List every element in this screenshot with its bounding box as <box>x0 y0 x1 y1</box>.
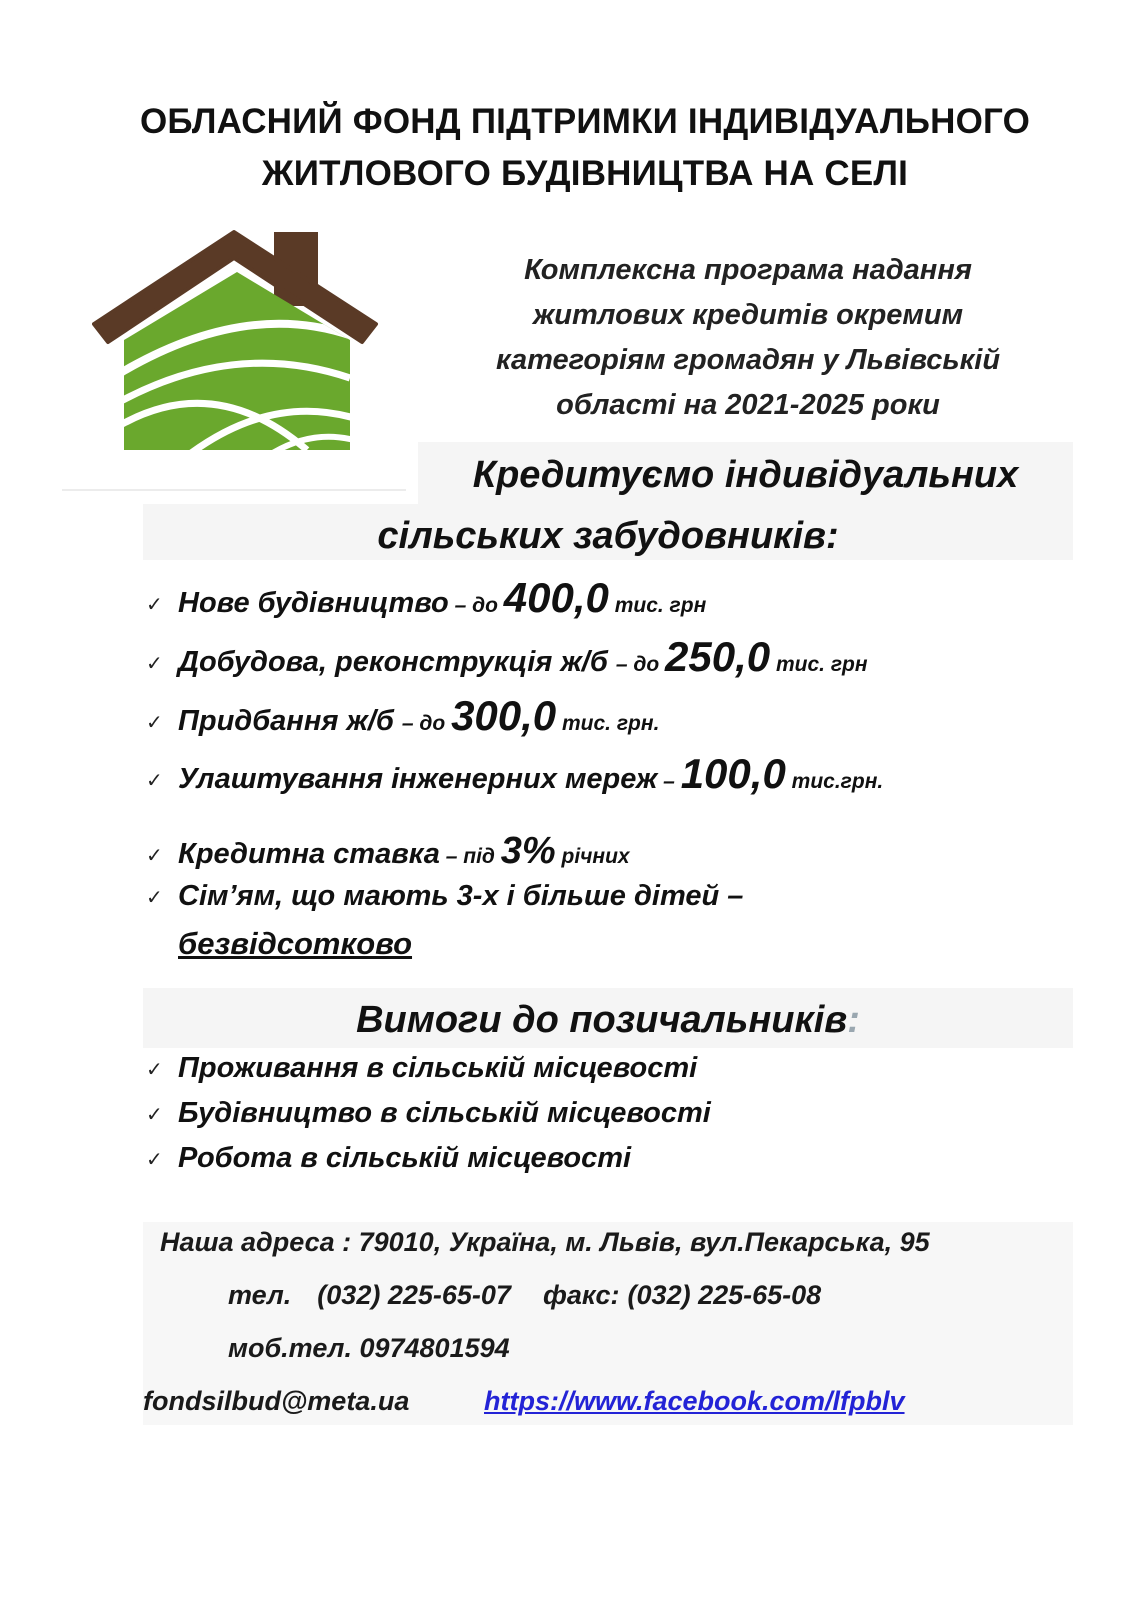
check-icon: ✓ <box>146 1058 163 1081</box>
check-icon: ✓ <box>146 844 163 867</box>
requirement-text: Будівництво в сільській місцевості <box>178 1097 711 1129</box>
fax-number: (032) 225-65-08 <box>627 1280 822 1310</box>
fax-label: факс: <box>542 1280 620 1310</box>
check-icon: ✓ <box>146 1103 163 1126</box>
loan-dash: – <box>657 770 681 793</box>
requirement-text: Робота в сільській місцевості <box>178 1142 632 1174</box>
list-item <box>146 1052 697 1085</box>
loan-unit: тис.грн. <box>785 770 884 793</box>
title-line-2: ЖИТЛОВОГО БУДІВНИЦТВА НА СЕЛІ <box>261 154 909 193</box>
list-item <box>146 1097 711 1130</box>
loan-amount: 250,0 <box>665 633 771 680</box>
loan-label: Добудова, реконструкція ж/б <box>178 646 616 678</box>
rate-dash: – під <box>439 845 501 868</box>
list-item <box>146 830 630 873</box>
check-icon: ✓ <box>146 652 163 675</box>
loan-label: Улаштування інженерних мереж <box>178 763 658 795</box>
facebook-link[interactable]: https://www.facebook.com/lfpblv <box>484 1386 905 1416</box>
program-line-2: житлових кредитів окремим <box>532 299 964 331</box>
check-icon: ✓ <box>146 711 163 734</box>
loan-dash: – до <box>401 712 452 735</box>
tel-label: тел. <box>228 1280 292 1310</box>
check-icon: ✓ <box>146 1148 163 1171</box>
credit-heading-line-1: Кредитуємо індивідуальних <box>472 454 1019 496</box>
loan-amount: 300,0 <box>451 692 557 739</box>
loan-unit: тис. грн <box>608 594 707 617</box>
requirements-colon: : <box>847 999 860 1041</box>
mobile-phone: моб.тел. 0974801594 <box>228 1333 510 1363</box>
loan-unit: тис. грн <box>770 653 868 676</box>
loan-label: Нове будівництво <box>178 587 449 619</box>
phone-line <box>228 1280 821 1311</box>
list-item <box>146 692 659 740</box>
loan-unit: тис. грн. <box>556 712 660 735</box>
rate-unit: річних <box>555 845 630 868</box>
program-line-3: категоріям громадян у Львівській <box>495 344 1001 376</box>
list-item <box>146 574 706 622</box>
list-item <box>146 1142 631 1175</box>
list-item <box>146 880 743 913</box>
program-line-1: Комплексна програма надання <box>524 254 972 286</box>
credit-heading-line-2: сільських забудовників: <box>377 515 839 557</box>
title-line-1: ОБЛАСНИЙ ФОНД ПІДТРИМКИ ІНДИВІДУАЛЬНОГО <box>139 102 1031 141</box>
families-text: Сім’ям, що мають 3-х і більше дітей – <box>178 880 744 912</box>
page-title <box>60 96 1110 200</box>
loan-dash: – до <box>448 594 504 617</box>
rate-label: Кредитна ставка <box>178 838 440 870</box>
list-item <box>146 633 868 681</box>
loan-label: Придбання ж/б <box>178 705 402 737</box>
rate-value: 3% <box>500 830 556 872</box>
loan-amount: 100,0 <box>680 750 786 797</box>
program-line-4: області на 2021-2025 роки <box>556 389 940 421</box>
loan-amount: 400,0 <box>503 574 609 621</box>
requirements-title: Вимоги до позичальників <box>356 999 848 1041</box>
check-icon: ✓ <box>146 886 163 909</box>
list-item <box>146 750 883 798</box>
email-link[interactable]: fondsilbud@meta.ua <box>143 1386 410 1416</box>
families-highlight: безвідсотково <box>178 926 413 961</box>
requirements-heading <box>143 992 1073 1048</box>
address: Наша адреса : 79010, Україна, м. Львів, вул.Пекарська, 95 <box>160 1227 930 1257</box>
check-icon: ✓ <box>146 769 163 792</box>
program-description <box>448 248 1048 428</box>
check-icon: ✓ <box>146 593 163 616</box>
divider <box>62 489 406 491</box>
requirement-text: Проживання в сільській місцевості <box>178 1052 698 1084</box>
house-with-green-fields-icon <box>92 228 382 460</box>
loan-dash: – до <box>615 653 666 676</box>
tel-number: (032) 225-65-07 <box>317 1280 511 1310</box>
